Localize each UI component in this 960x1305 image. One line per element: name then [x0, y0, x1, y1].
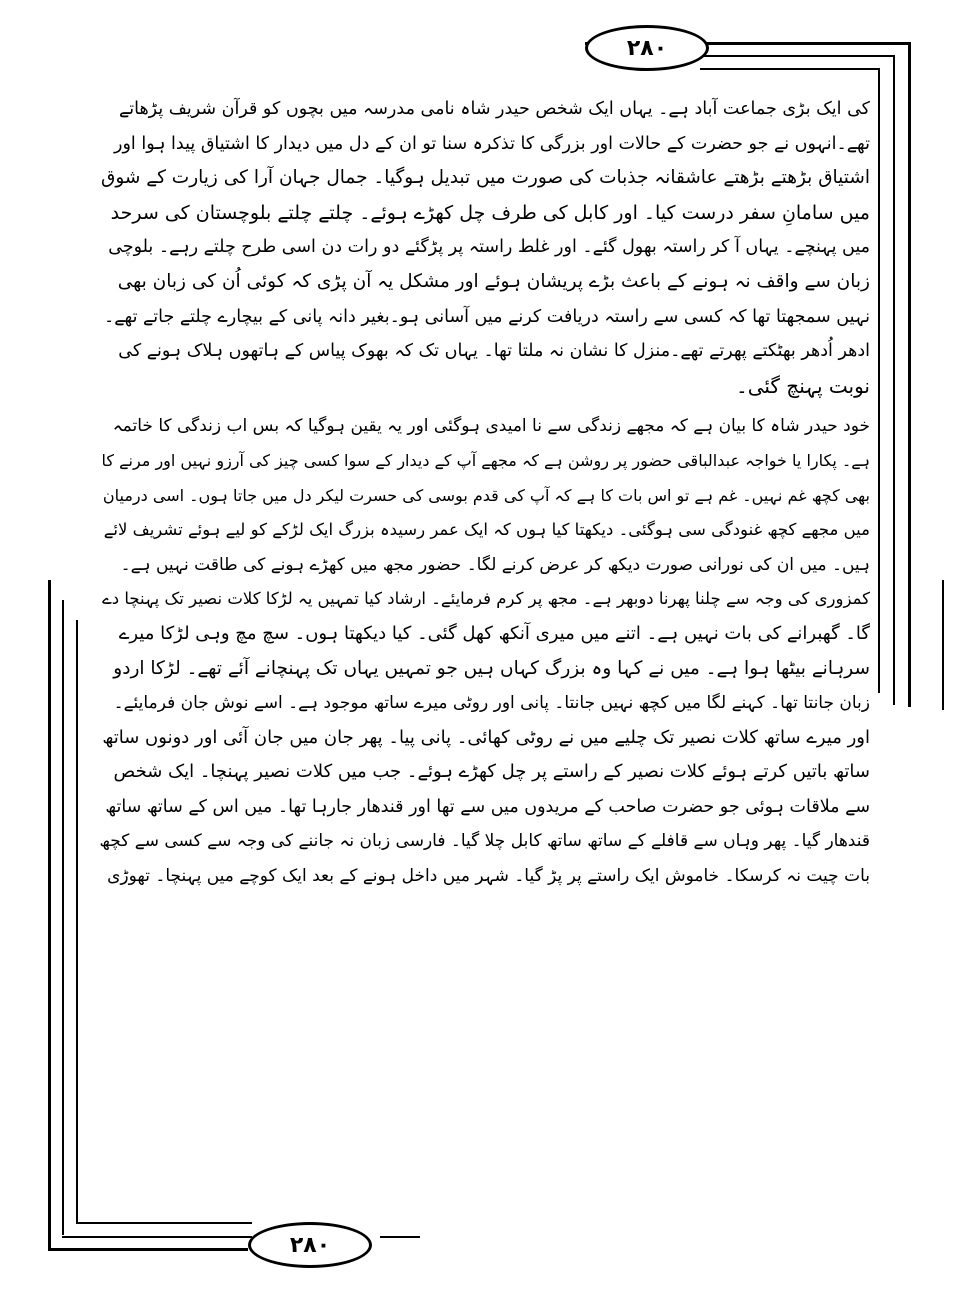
- frame-left-inner: [76, 620, 78, 1222]
- text-line: ادھر اُدھر بھٹکتے پھرتے تھے۔منزل کا نشان نہ ملتا تھا۔ یہاں تک کہ بھوک پیاس کے ہاتھوں ہلاک ہونے کی: [118, 341, 870, 362]
- frame-right-middle: [893, 55, 895, 705]
- text-line: بات چیت نہ کرسکا۔ خاموش ایک راستے پر پڑ گیا۔ شہر میں داخل ہونے کے بعد ایک کوچے میں پہنچا۔ تھوڑی: [107, 866, 870, 887]
- text-line: قندھار گیا۔ پھر وہاں سے قافلے کے ساتھ ساتھ کابل چلا گیا۔ فارسی زبان نہ جاننے کی وجہ سے کسی سے کچھ: [100, 831, 870, 852]
- paragraph-1: [100, 92, 870, 403]
- frame-right-extra-line: [942, 580, 944, 710]
- text-line: زبان جانتا تھا۔ کہنے لگا میں کچھ نہیں جانتا۔ پانی اور روٹی میرے ساتھ موجود ہے۔ اسے نوش جان فرمایئے۔: [113, 693, 870, 714]
- text-line: اشتیاق بڑھتے بڑھتے عاشقانہ جذبات کی صورت میں تبدیل ہوگیا۔ جمال جہان آرا کی زیارت کے شوق: [100, 167, 870, 189]
- text-line: زبان سے واقف نہ ہونے کے باعث بڑے پریشان ہوئے اور مشکل یہ آن پڑی کہ کوئی اُن کی زبان بھی: [117, 270, 870, 292]
- text-line: کی ایک بڑی جماعت آباد ہے۔ یہاں ایک شخص حیدر شاہ نامی مدرسہ میں بچوں کو قرآن شریف پڑھاتے: [118, 99, 870, 119]
- frame-right-outer: [908, 42, 911, 707]
- frame-top-right-middle: [700, 55, 895, 57]
- text-line: تھے۔انہوں نے جو حضرت کے حالات اور بزرگی کا تذکرہ سنا تو ان کے دل میں دیدار کا اشتیاق پیدا ہوا اور: [114, 133, 870, 154]
- text-line: ہے۔ پکارا یا خواجہ عبدالباقی حضور پر روشن ہے کہ مجھے آپ کے دیدار کے سوا کسی چیز کی آرزو نہیں اور مرنے کا: [101, 450, 870, 470]
- frame-bottom-tail: [380, 1236, 420, 1238]
- frame-left-outer: [48, 580, 51, 1248]
- text-line: گا۔ گھبرانے کی بات نہیں ہے۔ اتنے میں میری آنکھ کھل گئی۔ کیا دیکھتا ہوں۔ سچ مچ وہی لڑکا میرے: [118, 622, 870, 644]
- text-line: سرہانے بیٹھا ہوا ہے۔ میں نے کہا وہ بزرگ کہاں ہیں جو تمہیں یہاں تک پہنچانے آئے تھے۔ لڑکا اردو: [113, 657, 870, 679]
- text-line: میں مجھے کچھ غنودگی سی ہوگئی۔ دیکھتا کیا ہوں کہ ایک عمر رسیدہ بزرگ ایک لڑکے کو لیے ہوئے تشریف لائے: [103, 520, 870, 540]
- frame-bottom-middle: [62, 1236, 252, 1238]
- text-line: نوبت پہنچ گئی۔: [736, 373, 870, 398]
- frame-bottom-inner: [76, 1222, 252, 1224]
- text-line: ساتھ باتیں کرتے ہوئے کلات نصیر کے راستے پر چل کھڑے ہوئے۔ جب میں کلات نصیر پہنچا۔ ایک شخص: [113, 761, 870, 783]
- text-line: اور میرے ساتھ کلات نصیر تک چلیے میں نے روٹی کھائی۔ پانی پیا۔ پھر جان میں جان آئی اور دونوں ساتھ: [102, 726, 870, 748]
- text-line: سے ملاقات ہوئی جو حضرت صاحب کے مریدوں میں سے تھا اور قندھار جارہا تھا۔ میں اس کے ساتھ ساتھ: [105, 796, 870, 817]
- frame-bottom-outer: [48, 1248, 248, 1251]
- text-line: نہیں سمجھتا تھا کہ کسی سے راستہ دریافت کرنے میں آسانی ہو۔بغیر دانہ پانی کے بیچارے چلتے جاتے تھے۔: [104, 306, 870, 327]
- frame-right-inner: [878, 68, 880, 693]
- frame-left-middle: [62, 600, 64, 1235]
- text-line: خود حیدر شاہ کا بیان ہے کہ مجھے زندگی سے نا امیدی ہوگئی اور یہ یقین ہوگیا کہ بس اب زندگی کا خاتمہ: [112, 416, 870, 437]
- page-body: [100, 92, 870, 894]
- page-number-top: ۲۸۰: [585, 25, 709, 71]
- text-line: کمزوری کی وجہ سے چلنا پھرنا دوبھر ہے۔ مجھ پر کرم فرمایئے۔ ارشاد کیا تمہیں یہ لڑکا کلات نصیر تک پہنچا دے: [102, 589, 870, 609]
- text-line: بھی کچھ غم نہیں۔ غم ہے تو اس بات کا ہے کہ آپ کی قدم بوسی کی حسرت لیکر دل میں جاتا ہوں۔ اسی درمیان: [102, 485, 870, 505]
- text-line: میں سامانِ سفر درست کیا۔ اور کابل کی طرف چل کھڑے ہوئے۔ چلتے چلتے بلوچستان کی سرحد: [110, 201, 870, 224]
- text-line: ہیں۔ میں ان کی نورانی صورت دیکھ کر عرض کرنے لگا۔ حضور مجھ میں کھڑے ہونے کی طاقت نہیں ہے۔: [120, 554, 870, 575]
- text-line: میں پہنچے۔ یہاں آ کر راستہ بھول گئے۔ اور غلط راستہ پر پڑگئے دو رات دن اسی طرح چلتے رہے۔ بلوچی: [108, 237, 870, 258]
- frame-top-right-inner: [700, 68, 880, 70]
- frame-top-right-outer: [700, 42, 910, 45]
- paragraph-2: [100, 409, 870, 893]
- page-number-bottom: ۲۸۰: [248, 1222, 372, 1268]
